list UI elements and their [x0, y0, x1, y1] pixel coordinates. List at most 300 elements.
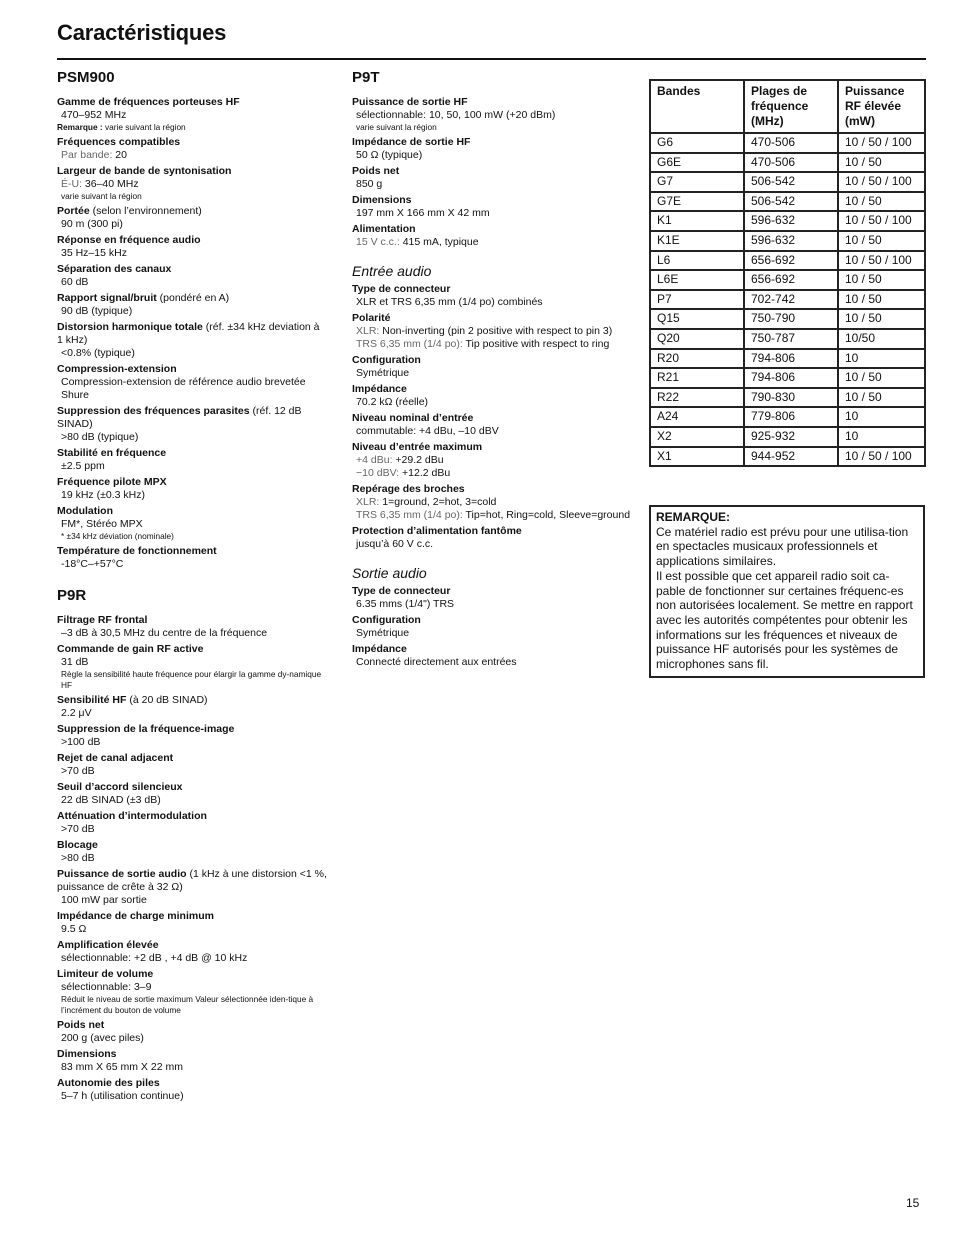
table-header-cell: Puissance RF élevée (mW): [838, 80, 925, 133]
spec-item: [57, 234, 327, 260]
spec-label: [352, 383, 637, 396]
table-cell: 794-806: [744, 368, 838, 388]
table-row: [650, 447, 925, 467]
remark-paragraph: Il est possible que cet appareil radio soit ca-pable de fonctionner sur certaines fréquenc-es non autorisées localement. Se mettre en rapport avec les autorités compétentes pour obtenir les informations sur les fréquences et niveaux de puissance HF autorisés pour les systèmes de microphones sans fil.: [656, 568, 913, 672]
spec-item: [57, 292, 327, 318]
table-cell: 656-692: [744, 270, 838, 290]
table-cell: X2: [650, 427, 744, 447]
table-cell: R20: [650, 349, 744, 369]
spec-value-prefix: TRS 6,35 mm (1/4 po):: [356, 509, 463, 521]
spec-label-text: Fréquences compatibles: [57, 136, 181, 148]
table-cell: X1: [650, 447, 744, 467]
table-row: [650, 427, 925, 447]
spec-label-text: Stabilité en fréquence: [57, 447, 167, 459]
table-body: [650, 133, 925, 466]
spec-label: [57, 447, 327, 460]
spec-value: [352, 538, 637, 551]
spec-label: [352, 441, 637, 454]
spec-item: [352, 483, 637, 522]
spec-value-text: 31 dB: [61, 656, 89, 668]
spec-item: [57, 1048, 327, 1074]
table-row: [650, 388, 925, 408]
spec-value: [57, 1061, 327, 1074]
spec-item: [57, 694, 327, 720]
spec-value: [57, 178, 327, 191]
spec-value-text: 60 dB: [61, 276, 89, 288]
spec-value-text: sélectionnable: +2 dB , +4 dB @ 10 kHz: [61, 952, 248, 964]
table-header-row: [650, 80, 925, 133]
spec-label-text: Fréquence pilote MPX: [57, 476, 167, 488]
spec-label: [57, 1077, 327, 1090]
column-left: [57, 68, 327, 1106]
spec-item: [57, 165, 327, 202]
spec-item: [352, 383, 637, 409]
table-cell: 10 / 50: [838, 153, 925, 173]
spec-label: [57, 723, 327, 736]
spec-value-prefix: +4 dBu:: [356, 454, 393, 466]
spec-item: [57, 263, 327, 289]
spec-label: [57, 476, 327, 489]
spec-value-text: -18°C–+57°C: [61, 558, 124, 570]
spec-label: [57, 321, 327, 347]
spec-value-text: –3 dB à 30,5 MHz du centre de la fréquence: [61, 627, 268, 639]
spec-value-text: Tip=hot, Ring=cold, Sleeve=ground: [462, 509, 631, 521]
table-cell: 944-952: [744, 447, 838, 467]
spec-note: [352, 122, 637, 133]
spec-note-text: varie suivant la région: [102, 122, 186, 132]
spec-value-text: <0.8% (typique): [61, 347, 135, 359]
spec-value-text: +29.2 dBu: [392, 454, 444, 466]
remark-box: [649, 505, 925, 678]
spec-label-text: Impédance: [352, 643, 407, 655]
spec-item: [57, 868, 327, 907]
table-cell: Q15: [650, 309, 744, 329]
table-cell: 10 / 50 / 100: [838, 447, 925, 467]
spec-value: [57, 952, 327, 965]
table-cell: L6: [650, 251, 744, 271]
spec-item: [57, 939, 327, 965]
spec-item: [352, 354, 637, 380]
spec-label-text: Type de connecteur: [352, 283, 451, 295]
table-cell: 10 / 50: [838, 231, 925, 251]
spec-label-text: Blocage: [57, 839, 98, 851]
p9r-heading: P9R: [57, 587, 87, 604]
spec-value: [352, 207, 637, 220]
table-row: [650, 270, 925, 290]
spec-item: [352, 441, 637, 480]
spec-label: [352, 354, 637, 367]
spec-label-text: Seuil d’accord silencieux: [57, 781, 183, 793]
spec-label-text: Séparation des canaux: [57, 263, 172, 275]
spec-value: [352, 396, 637, 409]
spec-label-text: Portée: [57, 205, 90, 217]
spec-label-qualifier: (pondéré en A): [156, 292, 230, 304]
spec-label-qualifier: (réf. 12 dB SINAD): [57, 405, 302, 430]
spec-label-text: Autonomie des piles: [57, 1077, 160, 1089]
spec-label-text: Niveau d’entrée maximum: [352, 441, 483, 453]
table-cell: 656-692: [744, 251, 838, 271]
spec-value-prefix: XLR:: [356, 325, 380, 337]
spec-label: [57, 752, 327, 765]
spec-item: [352, 223, 637, 249]
table-cell: 470-506: [744, 153, 838, 173]
table-cell: L6E: [650, 270, 744, 290]
spec-item: [57, 643, 327, 691]
spec-label: [352, 223, 637, 236]
table-cell: 10: [838, 427, 925, 447]
table-row: [650, 349, 925, 369]
spec-value-text: 36–40 MHz: [82, 178, 139, 190]
spec-label: [57, 810, 327, 823]
spec-value: [57, 707, 327, 720]
spec-value-text: FM*, Stéréo MPX: [61, 518, 143, 530]
spec-item: [57, 781, 327, 807]
spec-value: [352, 454, 637, 467]
spec-label: [352, 136, 637, 149]
spec-item: [57, 96, 327, 133]
spec-note-text: Règle la sensibilité haute fréquence pour élargir la gamme dy-namique HF: [61, 669, 322, 690]
table-cell: G6E: [650, 153, 744, 173]
spec-value-text: Connecté directement aux entrées: [356, 656, 517, 668]
spec-item: [57, 136, 327, 162]
spec-label-text: Repérage des broches: [352, 483, 465, 495]
spec-item: [57, 545, 327, 571]
page-title: Caractéristiques: [57, 20, 227, 45]
spec-value-text: 197 mm X 166 mm X 42 mm: [356, 207, 490, 219]
spec-value-text: Non-inverting (pin 2 positive with respect to pin 3): [379, 325, 613, 337]
spec-item: [57, 505, 327, 542]
table-row: [650, 231, 925, 251]
spec-value-prefix: −10 dBV:: [356, 467, 400, 479]
spec-item: [352, 283, 637, 309]
table-cell: G7E: [650, 192, 744, 212]
spec-label-text: Poids net: [57, 1019, 105, 1031]
spec-value: [57, 627, 327, 640]
spec-value-text: +12.2 dBu: [399, 467, 451, 479]
spec-value-text: Compression-extension de référence audio brevetée Shure: [61, 376, 306, 401]
spec-value-text: 19 kHz (±0.3 kHz): [61, 489, 145, 501]
table-row: [650, 172, 925, 192]
spec-value: [352, 109, 637, 122]
table-cell: 10 / 50 / 100: [838, 211, 925, 231]
spec-label: [57, 968, 327, 981]
table-cell: 10 / 50: [838, 270, 925, 290]
spec-label: [57, 505, 327, 518]
spec-label-qualifier: (réf. ±34 kHz deviation à 1 kHz): [57, 321, 320, 346]
spec-label: [352, 412, 637, 425]
spec-value-text: Tip positive with respect to ring: [462, 338, 610, 350]
spec-label-text: Polarité: [352, 312, 391, 324]
spec-label: [352, 165, 637, 178]
spec-label: [57, 405, 327, 431]
page-number: 15: [906, 1196, 920, 1210]
spec-value: [57, 852, 327, 865]
spec-note-text: varie suivant la région: [61, 191, 142, 201]
spec-value-text: Symétrique: [356, 627, 410, 639]
spec-value-text: 70.2 kΩ (réelle): [356, 396, 429, 408]
spec-label-text: Suppression des fréquences parasites: [57, 405, 250, 417]
table-cell: 779-806: [744, 407, 838, 427]
table-cell: Q20: [650, 329, 744, 349]
spec-value-text: >80 dB: [61, 852, 95, 864]
spec-value-text: >70 dB: [61, 765, 95, 777]
spec-value: [352, 149, 637, 162]
spec-item: [352, 194, 637, 220]
table-cell: 596-632: [744, 231, 838, 251]
frequency-bands-table: [649, 79, 926, 467]
spec-value: [57, 431, 327, 444]
spec-label: [57, 868, 327, 894]
spec-item: [57, 321, 327, 360]
spec-label: [57, 136, 327, 149]
spec-label: [57, 205, 327, 218]
spec-value: [57, 347, 327, 360]
spec-value: [57, 276, 327, 289]
spec-value: [57, 460, 327, 473]
spec-label-text: Commande de gain RF active: [57, 643, 204, 655]
spec-value-prefix: É-U:: [61, 178, 82, 190]
spec-label-qualifier: (à 20 dB SINAD): [126, 694, 208, 706]
table-row: [650, 133, 925, 153]
spec-value-text: >80 dB (typique): [61, 431, 139, 443]
spec-note-label: Remarque :: [57, 122, 103, 132]
spec-value-prefix: XLR:: [356, 496, 380, 508]
spec-value: [352, 656, 637, 669]
spec-label: [352, 614, 637, 627]
table-cell: 10 / 50: [838, 388, 925, 408]
spec-value: [352, 598, 637, 611]
table-cell: 10 / 50: [838, 368, 925, 388]
spec-item: [57, 752, 327, 778]
spec-label-text: Largeur de bande de syntonisation: [57, 165, 232, 177]
table-header-cell: Plages de fréquence (MHz): [744, 80, 838, 133]
spec-note-text: varie suivant la région: [356, 122, 437, 132]
table-row: [650, 290, 925, 310]
spec-value: [57, 1090, 327, 1103]
spec-label: [352, 312, 637, 325]
spec-value: [57, 558, 327, 571]
spec-item: [352, 312, 637, 351]
spec-note: [57, 191, 327, 202]
spec-item: [57, 363, 327, 402]
table-cell: K1: [650, 211, 744, 231]
spec-label-text: Impédance de sortie HF: [352, 136, 471, 148]
spec-item: [57, 447, 327, 473]
spec-label-qualifier: (selon l’environnement): [89, 205, 202, 217]
table-cell: 925-932: [744, 427, 838, 447]
spec-label-text: Niveau nominal d’entrée: [352, 412, 474, 424]
spec-label-text: Modulation: [57, 505, 113, 517]
table-cell: P7: [650, 290, 744, 310]
table-cell: A24: [650, 407, 744, 427]
spec-value: [57, 109, 327, 122]
spec-value-prefix: Par bande:: [61, 149, 113, 161]
spec-value-text: 200 g (avec piles): [61, 1032, 144, 1044]
spec-value: [352, 496, 637, 509]
spec-value: [57, 923, 327, 936]
spec-value: [57, 981, 327, 994]
spec-value: [57, 149, 327, 162]
spec-value: [57, 518, 327, 531]
spec-value: [352, 367, 637, 380]
spec-value: [352, 467, 637, 480]
psm900-spec-list: [57, 96, 327, 571]
spec-label: [352, 585, 637, 598]
spec-label-text: Gamme de fréquences porteuses HF: [57, 96, 240, 108]
p9t-heading: P9T: [352, 69, 380, 86]
spec-label-text: Dimensions: [57, 1048, 117, 1060]
spec-value-text: 90 m (300 pi): [61, 218, 123, 230]
spec-item: [352, 412, 637, 438]
spec-label-text: Rapport signal/bruit: [57, 292, 157, 304]
spec-label-text: Dimensions: [352, 194, 412, 206]
spec-label: [352, 483, 637, 496]
spec-label-text: Type de connecteur: [352, 585, 451, 597]
spec-label: [57, 1019, 327, 1032]
spec-value-text: ±2.5 ppm: [61, 460, 105, 472]
table-cell: 794-806: [744, 349, 838, 369]
table-cell: 596-632: [744, 211, 838, 231]
spec-item: [57, 1077, 327, 1103]
table-cell: G6: [650, 133, 744, 153]
spec-label-text: Alimentation: [352, 223, 416, 235]
spec-label-text: Configuration: [352, 614, 421, 626]
table-cell: 10: [838, 349, 925, 369]
spec-item: [352, 136, 637, 162]
table-cell: K1E: [650, 231, 744, 251]
spec-label-qualifier: (1 kHz à une distorsion <1 %, puissance de crête à 32 Ω): [57, 868, 327, 893]
spec-value-prefix: TRS 6,35 mm (1/4 po):: [356, 338, 463, 350]
spec-label-text: Poids net: [352, 165, 400, 177]
spec-value: [352, 425, 637, 438]
table-row: [650, 211, 925, 231]
spec-value-text: sélectionnable: 10, 50, 100 mW (+20 dBm): [356, 109, 556, 121]
spec-item: [352, 614, 637, 640]
spec-value: [57, 218, 327, 231]
spec-item: [352, 96, 637, 133]
spec-label: [57, 263, 327, 276]
table-cell: 790-830: [744, 388, 838, 408]
spec-item: [352, 525, 637, 551]
table-cell: 10 / 50 / 100: [838, 251, 925, 271]
spec-label-text: Rejet de canal adjacent: [57, 752, 174, 764]
p9t-spec-list: [352, 96, 637, 249]
spec-value-text: 850 g: [356, 178, 383, 190]
spec-label-text: Impédance de charge minimum: [57, 910, 214, 922]
table-cell: 10/50: [838, 329, 925, 349]
spec-value: [57, 305, 327, 318]
spec-value-text: 6.35 mms (1/4") TRS: [356, 598, 455, 610]
table-cell: 506-542: [744, 192, 838, 212]
spec-note: [57, 669, 327, 691]
spec-note: [57, 531, 327, 542]
spec-item: [57, 614, 327, 640]
spec-value-text: 83 mm X 65 mm X 22 mm: [61, 1061, 183, 1073]
spec-value-text: sélectionnable: 3–9: [61, 981, 152, 993]
remark-paragraph: Ce matériel radio est prévu pour une utilisa-tion en spectacles musicaux professionnels et applications similaires.: [656, 524, 909, 569]
spec-value: [352, 325, 637, 338]
spec-value: [352, 236, 637, 249]
spec-item: [57, 476, 327, 502]
spec-value: [57, 823, 327, 836]
spec-item: [57, 839, 327, 865]
spec-label: [57, 234, 327, 247]
spec-value: [352, 296, 637, 309]
table-row: [650, 153, 925, 173]
spec-label: [352, 525, 637, 538]
audio-input-spec-list: [352, 283, 637, 551]
spec-value: [352, 509, 637, 522]
spec-value-text: 50 Ω (typique): [356, 149, 423, 161]
spec-label: [57, 643, 327, 656]
spec-value-text: 415 mA, typique: [399, 236, 479, 248]
spec-note-text: Réduit le niveau de sortie maximum Valeur sélectionnée iden-tique à l’incrément du bouton de volume: [61, 994, 314, 1015]
spec-value: [57, 794, 327, 807]
spec-value: [57, 736, 327, 749]
spec-item: [352, 165, 637, 191]
table-cell: 10 / 50 / 100: [838, 133, 925, 153]
p9r-spec-list: [57, 614, 327, 1103]
spec-label: [352, 96, 637, 109]
audio-output-heading: Sortie audio: [352, 565, 427, 581]
spec-value-text: jusqu’à 60 V c.c.: [356, 538, 434, 550]
column-middle: [352, 68, 637, 672]
spec-value-text: >100 dB: [61, 736, 101, 748]
spec-label-text: Réponse en fréquence audio: [57, 234, 201, 246]
spec-label-text: Configuration: [352, 354, 421, 366]
table-cell: 750-790: [744, 309, 838, 329]
spec-value: [57, 1032, 327, 1045]
spec-value-text: 35 Hz–15 kHz: [61, 247, 127, 259]
spec-label: [57, 781, 327, 794]
title-divider: [57, 58, 926, 60]
spec-label-text: Distorsion harmonique totale: [57, 321, 203, 333]
spec-note: [57, 122, 327, 133]
spec-value-text: 100 mW par sortie: [61, 894, 147, 906]
spec-item: [57, 405, 327, 444]
remark-heading: REMARQUE:: [656, 510, 730, 524]
spec-value: [352, 627, 637, 640]
spec-label: [57, 910, 327, 923]
column-right: [649, 79, 926, 467]
spec-item: [57, 1019, 327, 1045]
spec-value: [57, 376, 327, 402]
spec-item: [57, 810, 327, 836]
table-row: [650, 407, 925, 427]
spec-value: [352, 338, 637, 351]
table-cell: 10 / 50 / 100: [838, 172, 925, 192]
spec-label-text: Amplification élevée: [57, 939, 159, 951]
audio-input-heading: Entrée audio: [352, 263, 432, 279]
spec-value-text: commutable: +4 dBu, –10 dBV: [356, 425, 499, 437]
table-cell: R22: [650, 388, 744, 408]
spec-label-text: Puissance de sortie HF: [352, 96, 468, 108]
spec-value: [57, 489, 327, 502]
table-cell: 10 / 50: [838, 309, 925, 329]
spec-note: [57, 994, 327, 1016]
table-cell: 702-742: [744, 290, 838, 310]
table-row: [650, 251, 925, 271]
spec-value-text: 470–952 MHz: [61, 109, 127, 121]
spec-label-text: Température de fonctionnement: [57, 545, 217, 557]
spec-label: [57, 363, 327, 376]
spec-label: [57, 614, 327, 627]
table-header-cell: Bandes: [650, 80, 744, 133]
spec-label-text: Compression-extension: [57, 363, 177, 375]
spec-value-text: 2.2 μV: [61, 707, 92, 719]
spec-value-text: 22 dB SINAD (±3 dB): [61, 794, 161, 806]
spec-label: [57, 165, 327, 178]
